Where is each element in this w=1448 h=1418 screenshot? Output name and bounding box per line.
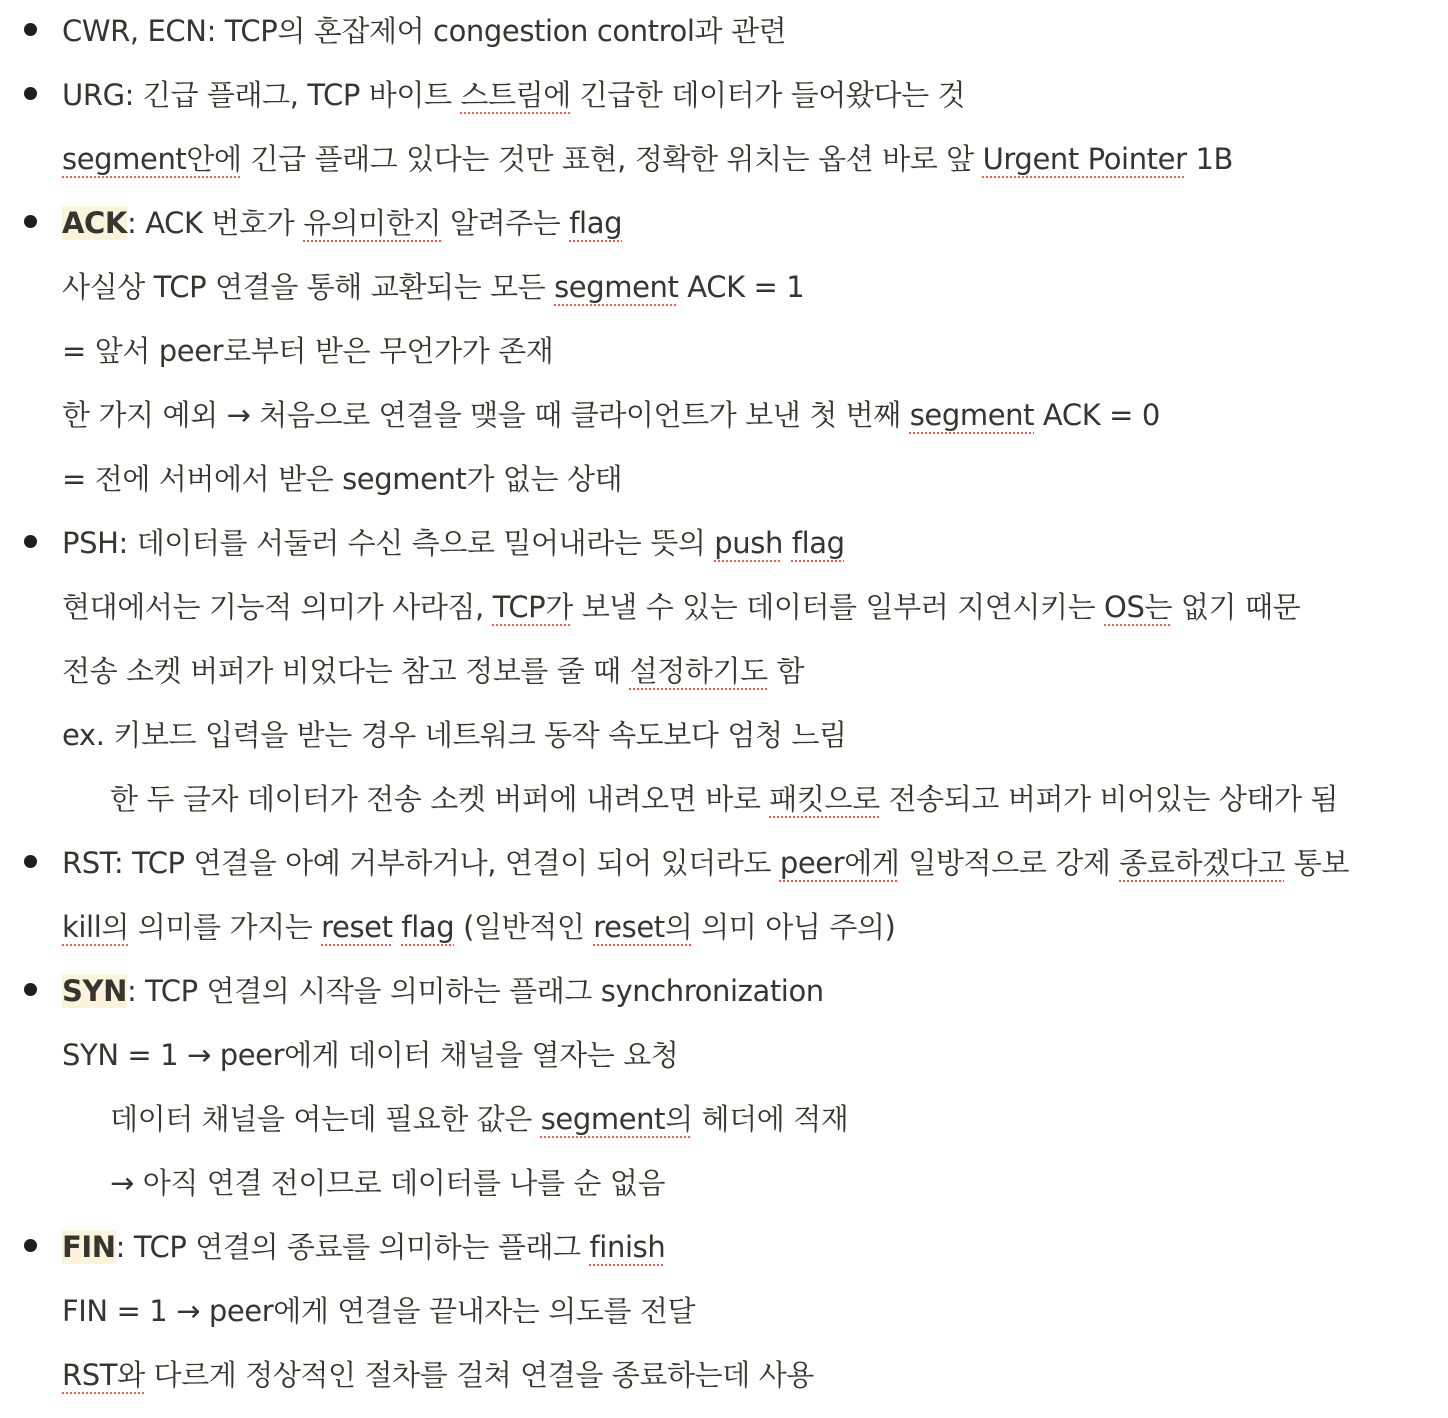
- spellcheck-word: segment의: [540, 1102, 693, 1136]
- text-segment: RST: TCP 연결을 아예 거부하거나, 연결이 되어 있더라도: [62, 846, 780, 880]
- spellcheck-word: 패킷으로: [769, 782, 880, 816]
- spellcheck-word: 유의미한지: [303, 206, 442, 240]
- text-segment: 전송 소켓 버퍼가 비었다는 참고 정보를 줄 때: [62, 654, 630, 688]
- spellcheck-word: Urgent Pointer: [982, 142, 1187, 176]
- text-segment: ACK = 0: [1034, 398, 1160, 432]
- text-line[interactable]: [62, 971, 824, 1011]
- text-segment: PSH: 데이터를 서둘러 수신 측으로 밀어내라는 뜻의: [62, 526, 715, 560]
- text-line[interactable]: [62, 715, 847, 755]
- text-segment: FIN = 1 → peer에게 연결을 끝내자는 의도를 전달: [62, 1294, 696, 1328]
- text-segment: : TCP 연결의 종료를 의미하는 플래그: [115, 1230, 590, 1264]
- spellcheck-word: TCP가: [492, 590, 573, 624]
- spellcheck-word: OS는: [1104, 590, 1173, 624]
- spellcheck-word: finish: [589, 1230, 666, 1264]
- text-line[interactable]: [62, 1227, 665, 1267]
- spellcheck-word: kill의: [62, 910, 129, 944]
- text-line[interactable]: [62, 11, 786, 51]
- text-line[interactable]: [62, 523, 845, 563]
- text-line[interactable]: [62, 75, 965, 115]
- spellcheck-word: segment: [554, 270, 679, 304]
- highlighted-keyword: ACK: [62, 206, 127, 240]
- text-segment: 헤더에 적재: [692, 1102, 849, 1136]
- text-segment: 의미를 가지는: [128, 910, 322, 944]
- text-segment: 1B: [1186, 142, 1233, 176]
- text-segment: 없기 때문: [1172, 590, 1301, 624]
- spellcheck-word: segment: [909, 398, 1035, 432]
- text-line[interactable]: [62, 203, 622, 243]
- spellcheck-word: flag: [401, 910, 455, 944]
- bullet-dot: [24, 87, 37, 100]
- text-segment: 한 두 글자 데이터가 전송 소켓 버퍼에 내려오면 바로: [110, 782, 770, 816]
- text-segment: → 아직 연결 전이므로 데이터를 나를 순 없음: [110, 1166, 666, 1200]
- bullet-dot: [24, 855, 37, 868]
- text-line[interactable]: [62, 267, 804, 307]
- text-segment: : TCP 연결의 시작을 의미하는 플래그 synchronization: [126, 974, 824, 1008]
- text-segment: 알려주는: [441, 206, 570, 240]
- text-segment: 한 가지 예외 → 처음으로 연결을 맺을 때 클라이언트가 보낸 첫 번째: [62, 398, 910, 432]
- text-line[interactable]: [62, 395, 1160, 435]
- highlighted-keyword: FIN: [62, 1230, 116, 1264]
- text-line[interactable]: [110, 779, 1338, 819]
- text-segment: = 전에 서버에서 받은 segment가 없는 상태: [62, 462, 623, 496]
- text-segment: [783, 526, 792, 560]
- spellcheck-word: RST와: [62, 1358, 145, 1392]
- spellcheck-word: peer에게: [779, 846, 900, 880]
- spellcheck-word: push: [714, 526, 783, 560]
- text-segment: : ACK 번호가: [127, 206, 304, 240]
- text-segment: = 앞서 peer로부터 받은 무언가가 존재: [62, 334, 554, 368]
- text-line[interactable]: [62, 331, 553, 371]
- spellcheck-word: 종료하겠다고: [1119, 846, 1285, 880]
- text-segment: 데이터 채널을 여는데 필요한 값은: [110, 1102, 541, 1136]
- spellcheck-word: 스트림에: [460, 78, 571, 112]
- bullet-dot: [24, 983, 37, 996]
- bullet-dot: [24, 1239, 37, 1252]
- text-segment: ACK = 1: [678, 270, 805, 304]
- text-line[interactable]: [62, 651, 804, 691]
- text-line[interactable]: [62, 459, 622, 499]
- spellcheck-word: 설정하기도: [629, 654, 768, 688]
- text-line[interactable]: [62, 587, 1300, 627]
- text-line[interactable]: [62, 139, 1233, 179]
- text-segment: 긴급한 데이터가 들어왔다는 것: [570, 78, 966, 112]
- text-line[interactable]: [110, 1163, 665, 1203]
- text-segment: URG: 긴급 플래그, TCP 바이트: [62, 78, 461, 112]
- spellcheck-word: reset의: [593, 910, 693, 944]
- spellcheck-word: flag: [791, 526, 845, 560]
- text-line[interactable]: [62, 1291, 695, 1331]
- text-line[interactable]: [110, 1099, 848, 1139]
- spellcheck-word: reset: [321, 910, 393, 944]
- spellcheck-word: flag: [569, 206, 623, 240]
- text-line[interactable]: [62, 843, 1349, 883]
- text-segment: 다르게 정상적인 절차를 걸쳐 연결을 종료하는데 사용: [144, 1358, 814, 1392]
- text-segment: 긴급 플래그 있다는 것만 표현, 정확한 위치는 옵션 바로 앞: [241, 142, 983, 176]
- text-segment: CWR, ECN: TCP의 혼잡제어 congestion control과 관련: [62, 14, 787, 48]
- text-line[interactable]: [62, 907, 895, 947]
- text-segment: (일반적인: [454, 910, 594, 944]
- text-segment: 함: [767, 654, 805, 688]
- text-segment: 사실상 TCP 연결을 통해 교환되는 모든: [62, 270, 555, 304]
- text-segment: 통보: [1284, 846, 1349, 880]
- text-segment: ex. 키보드 입력을 받는 경우 네트워크 동작 속도보다 엄청 느림: [62, 718, 847, 752]
- text-segment: 현대에서는 기능적 의미가 사라짐,: [62, 590, 493, 624]
- text-segment: 일방적으로 강제: [899, 846, 1120, 880]
- spellcheck-word: segment안에: [62, 142, 242, 176]
- bullet-dot: [24, 215, 37, 228]
- highlighted-keyword: SYN: [62, 974, 127, 1008]
- text-segment: 전송되고 버퍼가 비어있는 상태가 됨: [879, 782, 1339, 816]
- text-segment: SYN = 1 → peer에게 데이터 채널을 열자는 요청: [62, 1038, 679, 1072]
- bullet-dot: [24, 535, 37, 548]
- text-line[interactable]: [62, 1355, 814, 1395]
- text-segment: 보낼 수 있는 데이터를 일부러 지연시키는: [572, 590, 1105, 624]
- text-line[interactable]: [62, 1035, 678, 1075]
- bullet-dot: [24, 23, 37, 36]
- text-segment: 의미 아님 주의): [692, 910, 896, 944]
